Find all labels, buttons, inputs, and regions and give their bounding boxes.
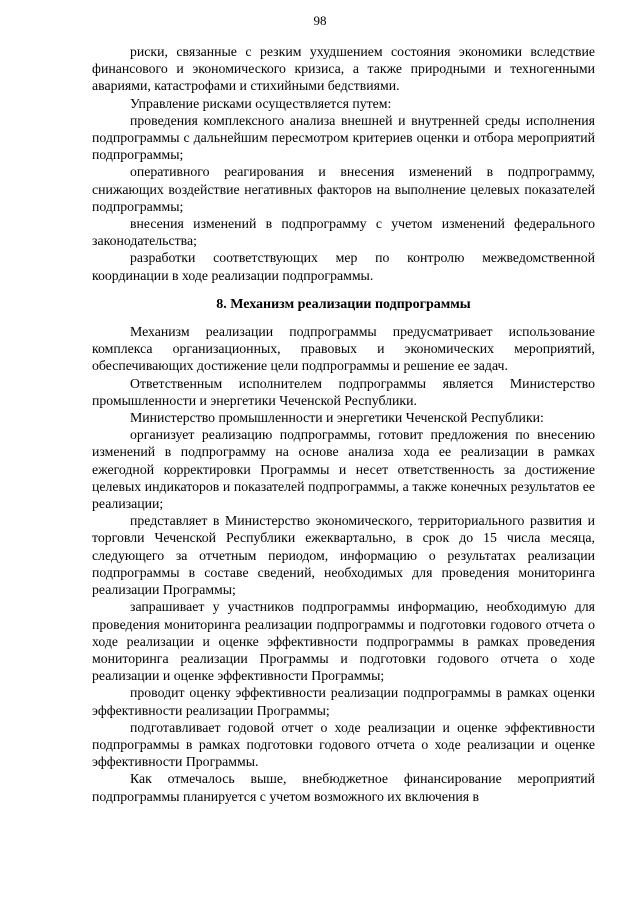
- paragraph: подготавливает годовой отчет о ходе реализации и оценке эффективности подпрограммы в рамках подготовки годового отчета о ходе реализации и оценке эффективности Программы.: [92, 719, 595, 770]
- paragraph: разработки соответствующих мер по контролю межведомственной координации в ходе реализации подпрограммы.: [92, 250, 595, 283]
- section-heading: 8. Механизм реализации подпрограммы: [216, 296, 471, 312]
- paragraph: проведения комплексного анализа внешней и внутренней среды исполнения подпрограммы с дальнейшим пересмотром критериев оценки и отбора мероприятий подпрограммы;: [92, 112, 595, 163]
- paragraph: представляет в Министерство экономического, территориального развития и торговли Чеченской Республики ежеквартально, в срок до 15 числа месяца, следующего за отчетным периодом, информацию о результатах реализации подпрограммы в составе сведений, необходимых для проведения мониторинга реализации Программы;: [92, 513, 595, 598]
- paragraph: Управление рисками осуществляется путем:: [130, 95, 392, 111]
- paragraph: Механизм реализации подпрограммы предусматривает использование комплекса организационных, правовых и экономических мероприятий, обеспечивающих достижение цели подпрограммы и решение ее задач.: [92, 324, 595, 374]
- paragraph: Ответственным исполнителем подпрограммы является Министерство промышленности и энергетики Чеченской Республики.: [92, 375, 595, 408]
- page-number: 98: [313, 13, 327, 28]
- paragraph: проводит оценку эффективности реализации подпрограммы в рамках оценки эффективности реализации Программы;: [92, 685, 595, 718]
- paragraph: запрашивает у участников подпрограммы информацию, необходимую для проведения мониторинга реализации подпрограммы и подготовки годового отчета о ходе реализации и оценке эффективности подпрограммы в рамках проведения мониторинга реализации Программы и подготовки годового отчета о ходе реализации и оценке эффективности Программы;: [92, 599, 595, 684]
- paragraph: риски, связанные с резким ухудшением состояния экономики вследствие финансового и экономического кризиса, а также природными и техногенными авариями, катастрофами и стихийными бедствиями.: [92, 44, 595, 94]
- document-body: [92, 43, 595, 805]
- paragraph: внесения изменений в подпрограмму с учетом изменений федерального законодательства;: [92, 216, 595, 249]
- paragraph: организует реализацию подпрограммы, готовит предложения по внесению изменений в подпрограмму на основе анализа хода ее реализации в рамках ежегодной корректировки Программы и несет ответственность за достижение целевых индикаторов и показателей подпрограммы, а также конечных результатов ее реализации;: [92, 427, 595, 512]
- paragraph: Министерство промышленности и энергетики Чеченской Республики:: [130, 410, 544, 426]
- paragraph: Как отмечалось выше, внебюджетное финансирование мероприятий подпрограммы планируется с учетом возможного их включения в: [92, 771, 595, 804]
- paragraph: оперативного реагирования и внесения изменений в подпрограмму, снижающих воздействие негативных факторов на выполнение целевых показателей подпрограммы;: [92, 164, 595, 214]
